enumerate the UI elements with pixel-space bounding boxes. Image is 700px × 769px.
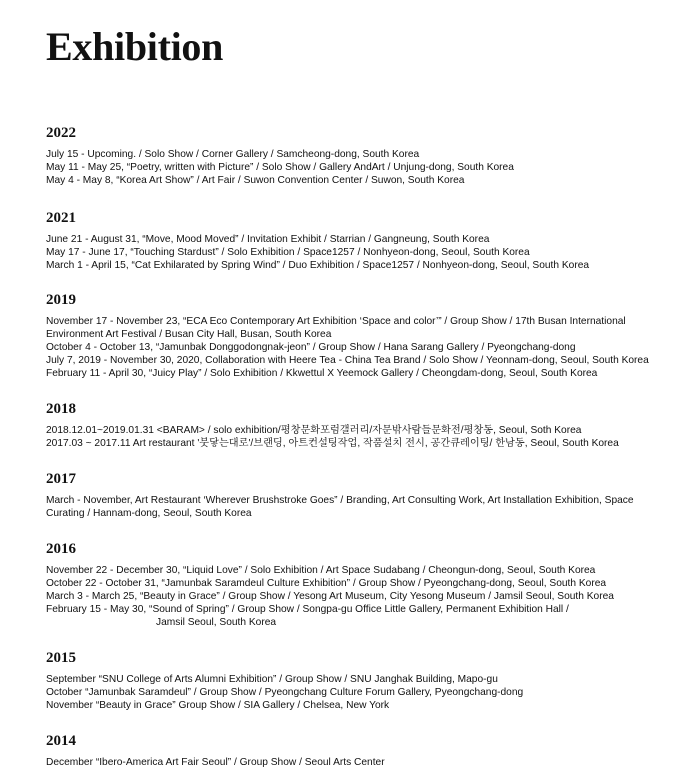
year-heading: 2016 — [46, 541, 76, 557]
exhibition-entry: November “Beauty in Grace” Group Show / SIA Gallery / Chelsea, New York — [46, 700, 390, 711]
entry-continuation: Jamsil Seoul, South Korea — [156, 617, 277, 628]
year-heading: 2021 — [46, 210, 76, 226]
exhibition-entry: June 21 - August 31, “Move, Mood Moved” / Invitation Exhibit / Starrian / Gangneung, South Korea — [46, 234, 490, 245]
year-section-2018 — [46, 400, 666, 450]
year-heading: 2022 — [46, 125, 76, 141]
exhibition-entry: November 22 - December 30, “Liquid Love” / Solo Exhibition / Art Space Sudabang / Cheongun-dong, Seoul, South Korea — [46, 565, 596, 576]
exhibition-entry: 2018.12.01~2019.01.31 <BARAM> / solo exhibition/평창문화포럼갤러리/자문밖사람들문화전/평창동, Seoul, Soth Korea — [46, 425, 582, 436]
exhibition-entry: March 1 - April 15, “Cat Exhilarated by Spring Wind” / Duo Exhibition / Space1257 / Nonhyeon-dong, Seoul, South Korea — [46, 260, 590, 271]
exhibition-entry: July 15 - Upcoming. / Solo Show / Corner Gallery / Samcheong-dong, South Korea — [46, 149, 420, 160]
exhibition-entry: February 11 - April 30, “Juicy Play” / Solo Exhibition / Kkwettul X Yeemock Gallery / Cheongdam-dong, Seoul, South Korea — [46, 368, 598, 379]
exhibition-entry: 2017.03 ~ 2017.11 Art restaurant '붓닿는대로'/브랜딩, 아트컨설팅작업, 작품설치 전시, 공간큐레이팅/ 한남동, Seoul, South Korea — [46, 438, 619, 449]
year-section-2021 — [46, 209, 666, 272]
exhibition-entry: May 11 - May 25, “Poetry, written with Picture” / Solo Show / Gallery AndArt / Unjung-dong, South Korea — [46, 162, 514, 173]
exhibition-entry: December “Ibero-America Art Fair Seoul” / Group Show / Seoul Arts Center — [46, 757, 385, 768]
page-title: Exhibition — [46, 24, 224, 69]
exhibition-entry: March - November, Art Restaurant ‘Wherever Brushstroke Goes” / Branding, Art Consulting Work, Art Installation Exhibition, Space Curating / Hannam-dong, Seoul, South Korea — [46, 495, 634, 519]
year-heading: 2018 — [46, 401, 76, 417]
exhibition-entry: October 4 - October 13, “Jamunbak Donggodongnak-jeon” / Group Show / Hana Sarang Gallery / Pyeongchang-dong — [46, 342, 576, 353]
exhibition-entry: July 7, 2019 - November 30, 2020, Collaboration with Heere Tea - China Tea Brand / Solo Show / Yeonnam-dong, Seoul, South Korea — [46, 355, 649, 366]
exhibition-entry: October “Jamunbak Saramdeul” / Group Show / Pyeongchang Culture Forum Gallery, Pyeongchang-dong — [46, 687, 524, 698]
year-section-2022 — [46, 124, 666, 187]
year-section-2015 — [46, 649, 666, 712]
year-heading: 2015 — [46, 650, 76, 666]
exhibition-entry: November 17 - November 23, “ECA Eco Contemporary Art Exhibition ‘Space and color’” / Group Show / 17th Busan International Environment Art Festival / Busan City Hall, Busan, South Korea — [46, 316, 626, 340]
year-heading: 2019 — [46, 292, 76, 308]
year-heading: 2017 — [46, 471, 76, 487]
year-heading: 2014 — [46, 733, 76, 749]
exhibition-entry — [46, 603, 666, 629]
year-section-2017 — [46, 470, 666, 520]
year-section-2014 — [46, 732, 666, 769]
year-section-2016 — [46, 540, 666, 629]
exhibition-entry: October 22 - October 31, “Jamunbak Saramdeul Culture Exhibition” / Group Show / Pyeongchang-dong, Seoul, South Korea — [46, 578, 607, 589]
exhibition-entry: March 3 - March 25, “Beauty in Grace” / Group Show / Yesong Art Museum, City Yesong Museum / Jamsil Seoul, South Korea — [46, 591, 614, 602]
exhibition-page — [46, 0, 666, 769]
year-section-2019 — [46, 291, 666, 380]
exhibition-entry: May 17 - June 17, “Touching Stardust” / Solo Exhibition / Space1257 / Nonhyeon-dong, Seoul, South Korea — [46, 247, 530, 258]
entry-first-line: February 15 - May 30, “Sound of Spring” / Group Show / Songpa-gu Office Little Gallery, Permanent Exhibition Hall / — [46, 604, 569, 615]
exhibition-entry: May 4 - May 8, “Korea Art Show” / Art Fair / Suwon Convention Center / Suwon, South Korea — [46, 175, 465, 186]
exhibition-entry: September “SNU College of Arts Alumni Exhibition” / Group Show / SNU Janghak Building, Mapo-gu — [46, 674, 498, 685]
